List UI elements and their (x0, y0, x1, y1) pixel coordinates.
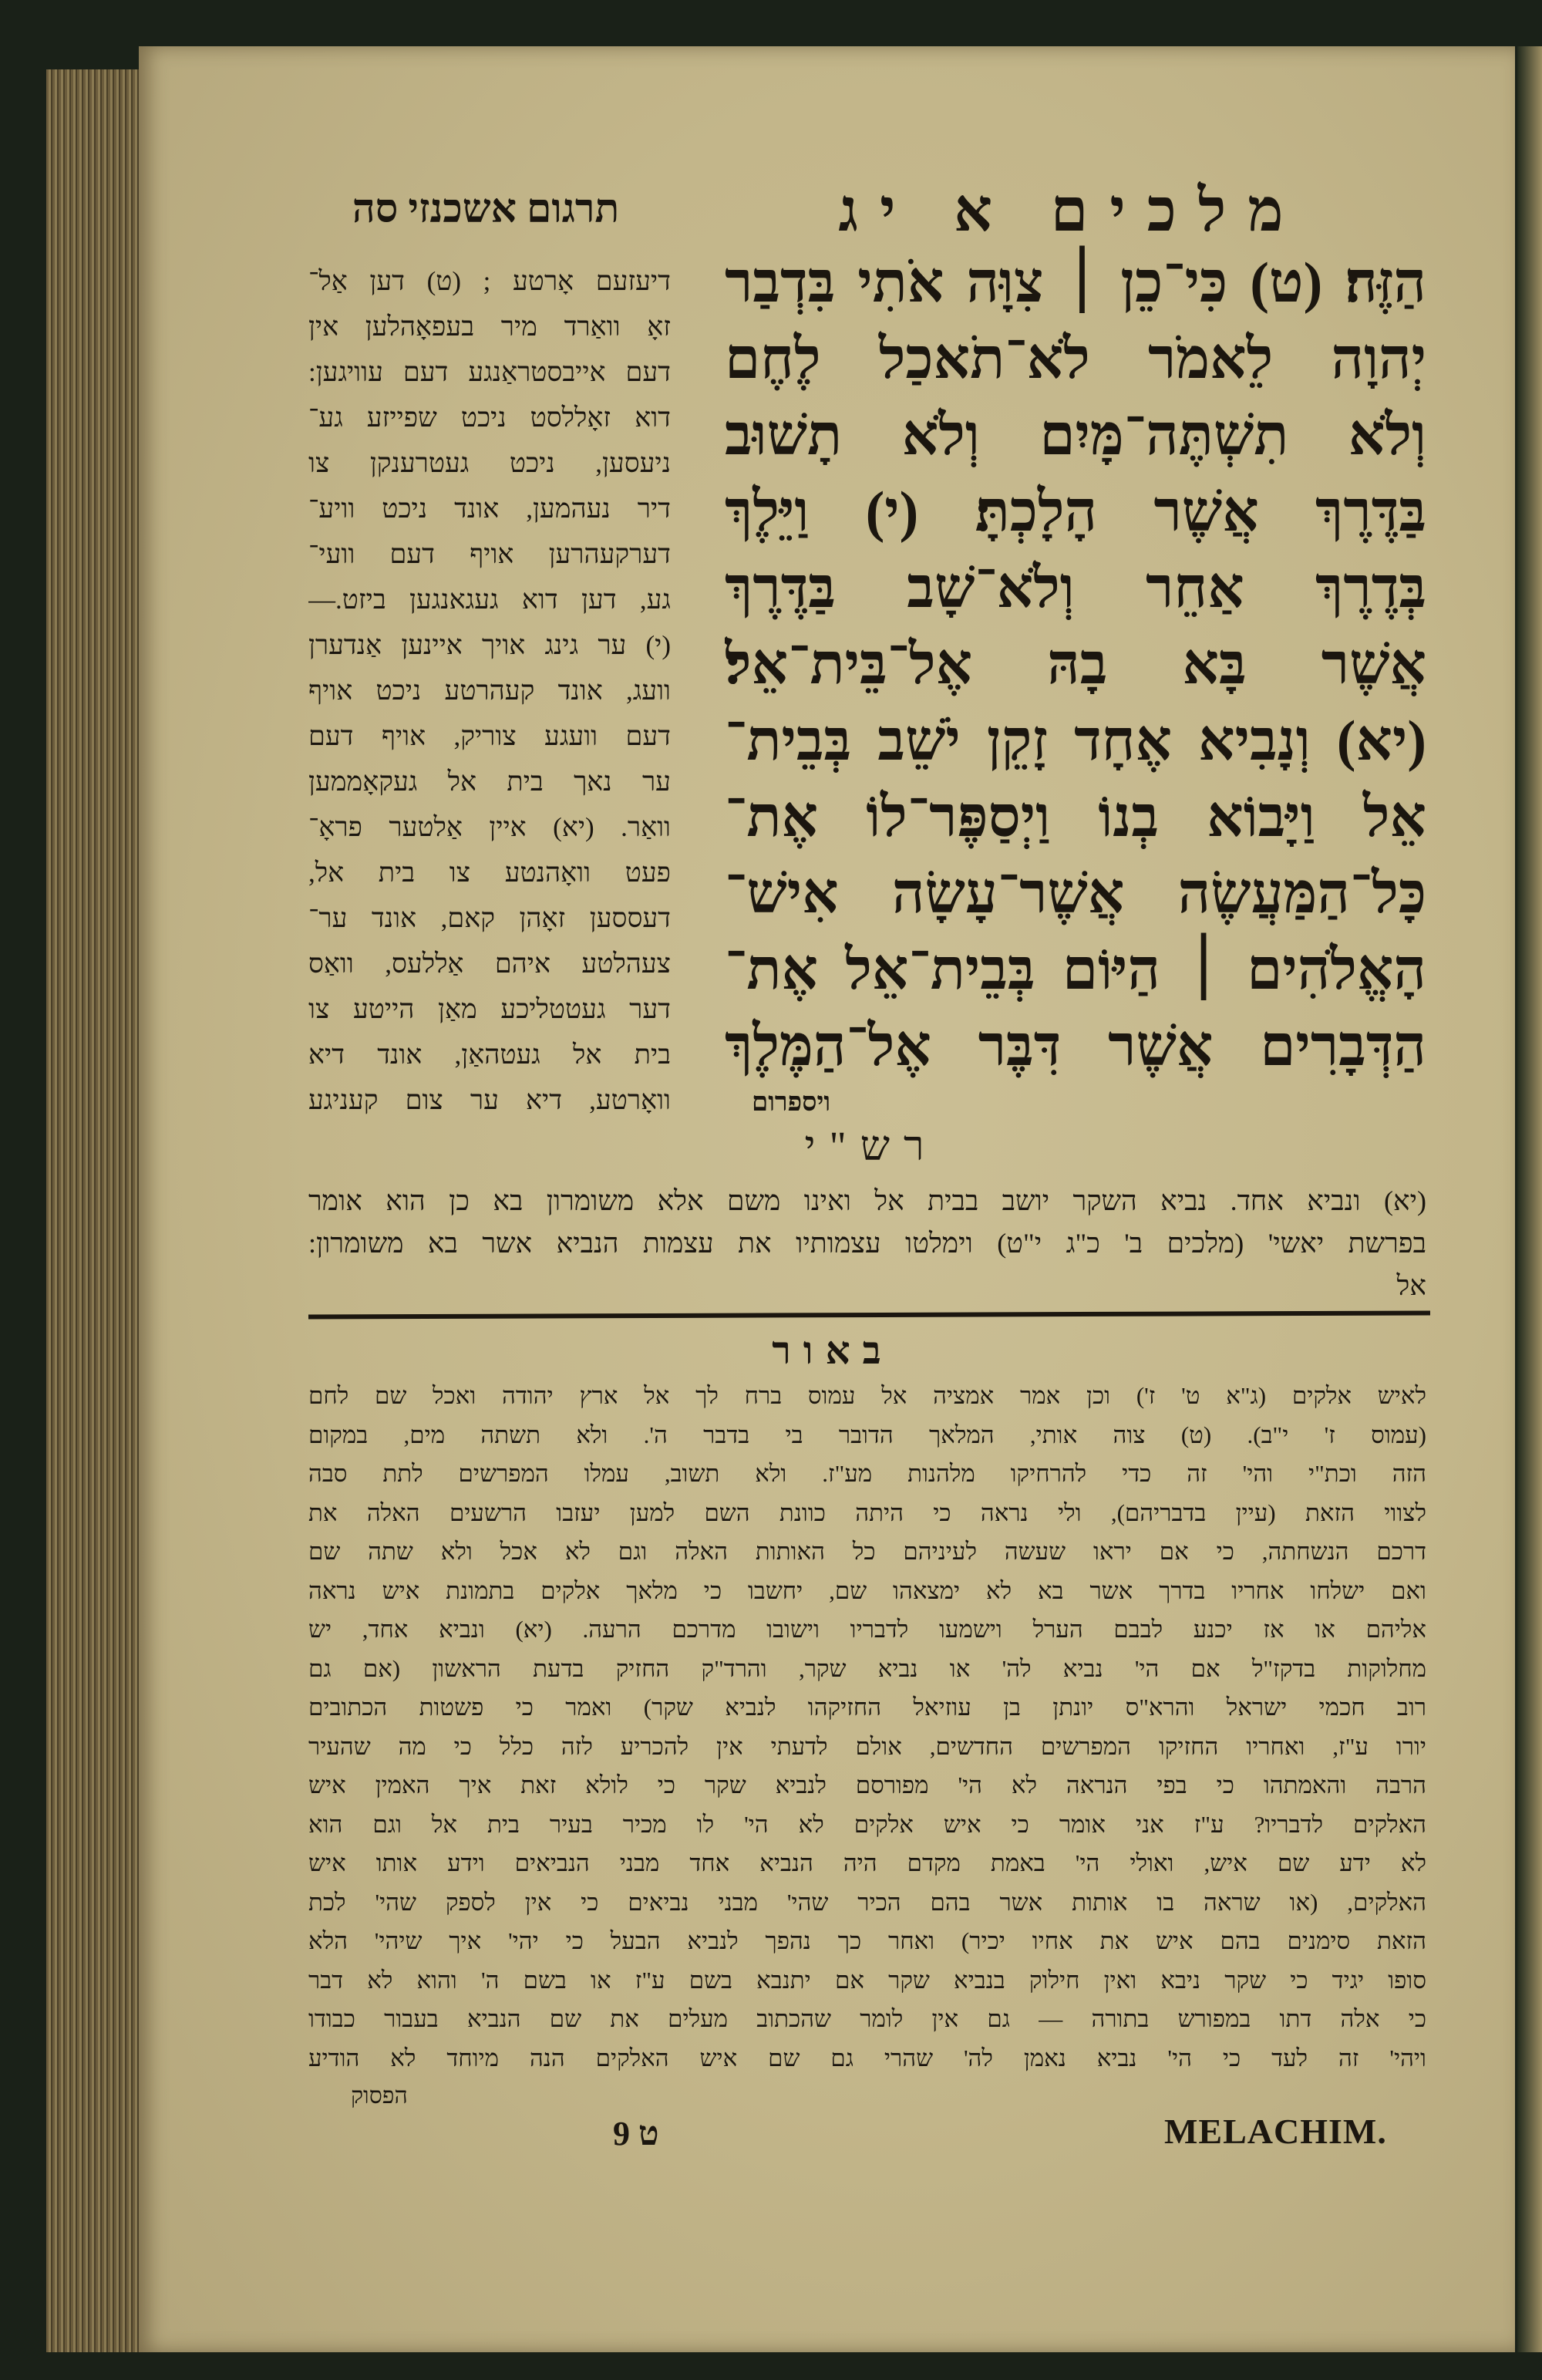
text-line: סופו יגיד כי שקר ניבא ואין חילוק בנביא שקר אם יתנבא בשם ע"ז או בשם ה' והוא לא דבר (308, 1966, 1426, 1994)
running-head-targum: תרגום אשכנזי סה (352, 187, 620, 231)
text-line: יורו ע"ז, ואחריו החזיקו המפרשים החדשים, אולם לדעתי אין להכריע לזה כלל כי מה שהעיר (308, 1732, 1426, 1760)
text-line: דוא זאָללסט ניכט שפייזע גע־ (308, 403, 671, 433)
text-line: פעט וואָהנטע צו בית אל, (308, 858, 671, 888)
text-line: וועג, אונד קעהרטע ניכט אויף (308, 676, 671, 706)
text-line: דעססען זאָהן קאם, אונד ער־ (308, 903, 671, 933)
text-line: לצווי הזאת (עיין בדבריהם), ולי נראה כי היתה כוונת השם למען יעזבו הרשעים האלה את (308, 1498, 1426, 1526)
text-line: זאָ וואַרד מיר בעפאָהלען אין (308, 312, 671, 342)
text-line: (עמוס ז' י"ב). (ט) צוה אותי, המלאך הדובר בי בדבר ה'. ולא תשתה מים, במקום (308, 1421, 1426, 1448)
facing-page-edge (1517, 46, 1542, 2352)
text-line: אֲשֶׁר בָּא בָהּ אֶל־בֵּית־אֵל׃ (725, 633, 1426, 696)
text-line: רוב חכמי ישראל והרא"ס יונתן בן עוזיאל החזיקהו לנביא שקר) ואמר כי פשטות הכתובים (308, 1694, 1426, 1721)
running-head-book-chapter: מלכים א יג (838, 177, 1305, 244)
text-line: כי אלה דתו במפורש בתורה — גם אין לומר שהכתוב מעלים את שם הנביא בעבור כבודו (308, 2005, 1426, 2032)
page-edges (46, 69, 146, 2352)
text-line: הרבה והאמתהו כי בפי הנראה לא הי' מפורסם לנביא שקר כי לולא זאת איך האמין איש (308, 1772, 1426, 1798)
catchword-biur: הפסוק (351, 2083, 408, 2109)
text-line: הַזֶּה׃ (ט) כִּי־כֵן ׀ צִוָּה אֹתִי בִּדְבַר (725, 251, 1426, 315)
text-line: ואם ישלחו אחריו בדרך אשר בא לא ימצאהו שם, יחשבו כי מלאך אלקים בתמונת איש נראה (308, 1576, 1426, 1604)
biur-heading: באור (772, 1329, 894, 1372)
text-line: הזאת סימנים בהם איש את אחיו יכיר) ואחר כך נהפך לנביא הבעל כי יהי' איך שיהי' הלא (308, 1927, 1426, 1954)
text-line: בפרשת יאשי' (מלכים ב' כ"ג י"ט) וימלטו עצמותיו את עצמות הנביא אשר בא משומרון: (308, 1228, 1426, 1259)
text-line: מחלוקות בדקז"ל אם הי' נביא לה' או נביא שקר, והרד"ק החזיק בדעת הראשון (אם גם (308, 1654, 1426, 1682)
text-line: דיר נעהמען, אונד ניכט וויע־ (308, 494, 671, 524)
biblical-text (725, 245, 1426, 1085)
text-line: (יא) ונביא אחד. נביא השקר יושב בבית אל ואינו משם אלא משומרון בא כן הוא אומר (308, 1185, 1426, 1216)
rashi-heading: רש"י (804, 1123, 938, 1169)
text-line: ויהי' זה לעד כי הי' נביא נאמן לה' שהרי גם שם איש האלקים הנה מיוחד לא הודיע (308, 2044, 1426, 2072)
text-line: לאיש אלקים (ג"א ט' ז') וכן אמר אמציה אל עמוס ברח לך אל ארץ יהודה ואכל שם לחם (308, 1382, 1426, 1409)
text-line: וְלֹא תִשְׁתֶּה־מָּיִם וְלֹא תָשׁוּב (725, 404, 1426, 467)
text-line: דיעזעם אָרטע ; (ט) דען אַל־ (308, 266, 671, 296)
signature-mark: ט 9 (613, 2115, 659, 2152)
text-line: ער נאך בית אל געקאָממען (308, 767, 671, 797)
rashi-commentary (308, 1180, 1426, 1307)
text-line: דער געטטליכע מאַן הייטע צו (308, 994, 671, 1024)
text-line: כָּל־הַמַּעֲשֶׂה אֲשֶׁר־עָשָׂה אִישׁ־ (725, 862, 1426, 925)
text-line: לא ידע שם איש, ואולי הי' באמת מקדם היה הנביא אחד מבני הנביאים וידע אותו איש (308, 1849, 1426, 1876)
text-line: דרכם הנשחתה, כי אם יראו שעשה לעיניהם כל האותות האלה וגם לא אכל ולא שתה שם (308, 1538, 1426, 1565)
text-line: (י) ער גינג אויך איינען אַנדערן (308, 630, 671, 660)
targum-translation (308, 258, 671, 1123)
text-line: הָאֱלֹהִים ׀ הַיּוֹם בְּבֵית־אֵל אֶת־ (725, 939, 1426, 1002)
text-line: הַדְּבָרִים אֲשֶׁר דִּבֶּר אֶל־הַמֶּלֶךְ (725, 1015, 1426, 1078)
text-line: דעם אייבסטראַנגע דעם עוויגען: (308, 357, 671, 387)
text-line: יְהוָה לֵאמֹר לֹא־תֹאכַל לֶחֶם (725, 328, 1426, 391)
text-line: אל (1396, 1270, 1426, 1301)
text-line: דערקעהרען אויף דעם וועי־ (308, 539, 671, 569)
text-line: (יא) וְנָבִיא אֶחָד זָקֵן יֹשֵׁב בְּבֵית־ (725, 710, 1426, 773)
footer-title: MELACHIM. (1164, 2112, 1387, 2151)
catchword-main: ויספרום (752, 1088, 831, 1117)
text-line: גע, דען דוא געגאנגען ביזט.— (308, 585, 671, 615)
text-line: בְּדֶרֶךְ אַחֵר וְלֹא־שָׁב בַּדֶּרֶךְ (725, 557, 1426, 620)
text-line: וואַר. (יא) איין אַלטער פראָ־ (308, 812, 671, 842)
text-line: אֵל וַיָּבוֹא בְנוֹ וַיְסַפֶּר־לוֹ אֶת־ (725, 786, 1426, 849)
text-line: הזה וכת"י והי' זה כדי להרחיקו מלהנות מע"ז. ולא תשוב, עמלו המפרשים לתת סבה (308, 1460, 1426, 1487)
text-line: צעהלטע איהם אַללעס, וואַס (308, 949, 671, 979)
text-line: אליהם או אז יכנע לבבם הערל וישמעו לדבריו וישובו מדרכם הרעה. (יא) ונביא אחד, יש (308, 1616, 1426, 1643)
text-line: בית אל געטהאַן, אונד דיא (308, 1040, 671, 1070)
text-line: האלקים לדבריו? ע"ז אני אומר כי איש אלקים לא הי' לו מכיר בעיר בית אל וגם הוא (308, 1810, 1426, 1838)
text-line: דעם וועגע צוריק, אויף דעם (308, 721, 671, 751)
text-line: בַּדֶּרֶךְ אֲשֶׁר הָלָכְתָּ׃ (י) וַיֵּלֶךְ (725, 480, 1426, 544)
text-line: האלקים, (או שראה בו אותות אשר בהם הכיר שהי' מבני נביאים כי אין לספק שהי' לכת (308, 1888, 1426, 1916)
text-line: ניעסען, ניכט געטרענקן צו (308, 448, 671, 478)
biur-commentary (308, 1377, 1426, 2078)
text-line: וואָרטע, דיא ער צום קעניגע (308, 1085, 671, 1115)
